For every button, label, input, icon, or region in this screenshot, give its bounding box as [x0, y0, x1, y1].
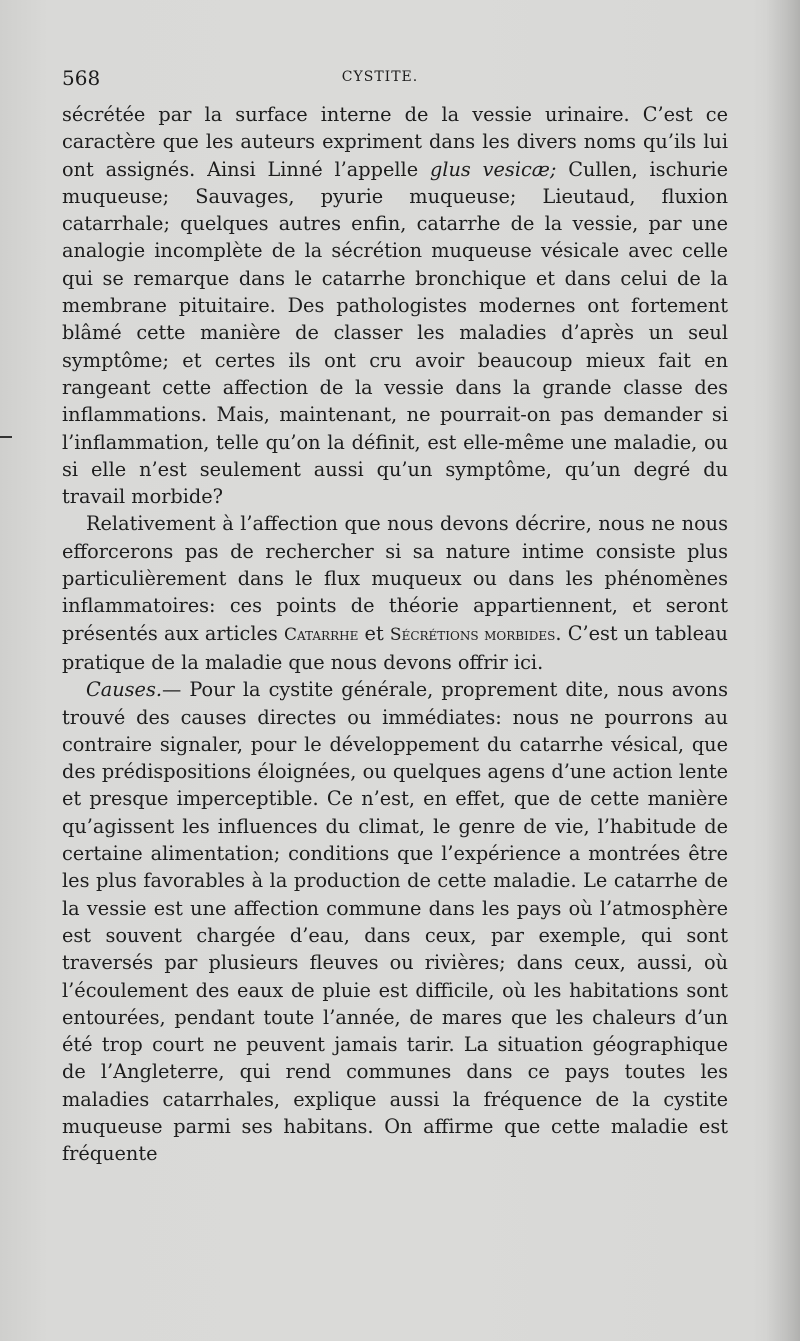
page-number: 568 [62, 66, 101, 90]
spine-shadow [766, 0, 800, 1341]
text-run: . C’est un tableau pratique de la maladie que nous devons offrir ici. [62, 621, 728, 674]
paragraph-3 [62, 676, 728, 1167]
paragraph-1 [62, 101, 728, 510]
paragraph-2 [62, 510, 728, 676]
text-run: Cullen, ischurie muqueuse; Sauvages, pyurie muqueuse; Lieutaud, fluxion catarrhale; quelques autres enfin, catarrhe de la vessie, par une analogie incomplète de la sécrétion muqueuse vésicale avec celle qui se remarque dans le catarrhe bronchique et dans celui de la membrane pituitaire. Des pathologistes modernes ont fortement blâmé cette manière de classer les maladies d’après un seul symptôme; et certes ils ont cru avoir beaucoup mieux fait en rangeant cette affection de la vessie dans la grande classe des inflammations. Mais, maintenant, ne pourrait-on pas demander si l’inflammation, telle qu’on la définit, est elle-même une maladie, ou si elle n’est seulement aussi qu’un symptôme, qu’un degré du travail morbide? [62, 157, 729, 509]
section-heading-causes: Causes. [86, 678, 162, 702]
text-run: — Pour la cystite générale, proprement dite, nous avons trouvé des causes directes ou immédiates: nous ne pourrons au contraire signaler, pour le développement du catarrhe vésical, que des prédispositions éloignées, ou quelques agens d’une action lente et presque imperceptible. Ce n’est, en effet, que de cette manière qu’agissent les influences du climat, le genre de vie, l’habitude de certaine alimentation; conditions que l’expérience a montrées être les plus favorables à la production de cette maladie. Le catarrhe de la vessie est une affection commune dans les pays où l’atmosphère est souvent chargée d’eau, dans ceux, par exemple, qui sont traversés par plusieurs fleuves ou rivières; dans ceux, aussi, où l’écoulement des eaux de pluie est difficile, où les habitations sont entourées, pendant toute l’année, de mares que les chaleurs d’un été trop court ne peuvent jamais tarir. La situation géographique de l’Angleterre, qui rend communes dans ce pays toutes les maladies catarrhales, explique aussi la fréquence de la cystite muqueuse parmi ses habitans. On affirme que cette maladie est fréquente [62, 678, 728, 1166]
page-header [62, 66, 728, 92]
text-run: et [358, 621, 390, 645]
article-ref-catarrhe: Catarrhe [284, 624, 359, 645]
margin-mark [0, 436, 12, 438]
text-run: Relativement à l’affection que nous devons décrire, nous ne nous efforcerons pas de rechercher si sa nature intime consiste plus particulièrement dans le flux muqueux ou dans les phénomènes inflammatoires: ces points de théorie appartiennent, et seront présentés aux articles [62, 512, 728, 645]
latin-term: glus vesicæ; [429, 157, 557, 181]
body-text [62, 101, 728, 1168]
running-head: CYSTITE. [341, 69, 419, 85]
text-run: sécrétée par la surface interne de la vessie urinaire. C’est ce caractère que les auteurs expriment dans les divers noms qu’ils lui ont assignés. Ainsi Linné l’appelle [62, 103, 728, 181]
article-ref-secretions: Sécrétions morbides [389, 624, 556, 645]
